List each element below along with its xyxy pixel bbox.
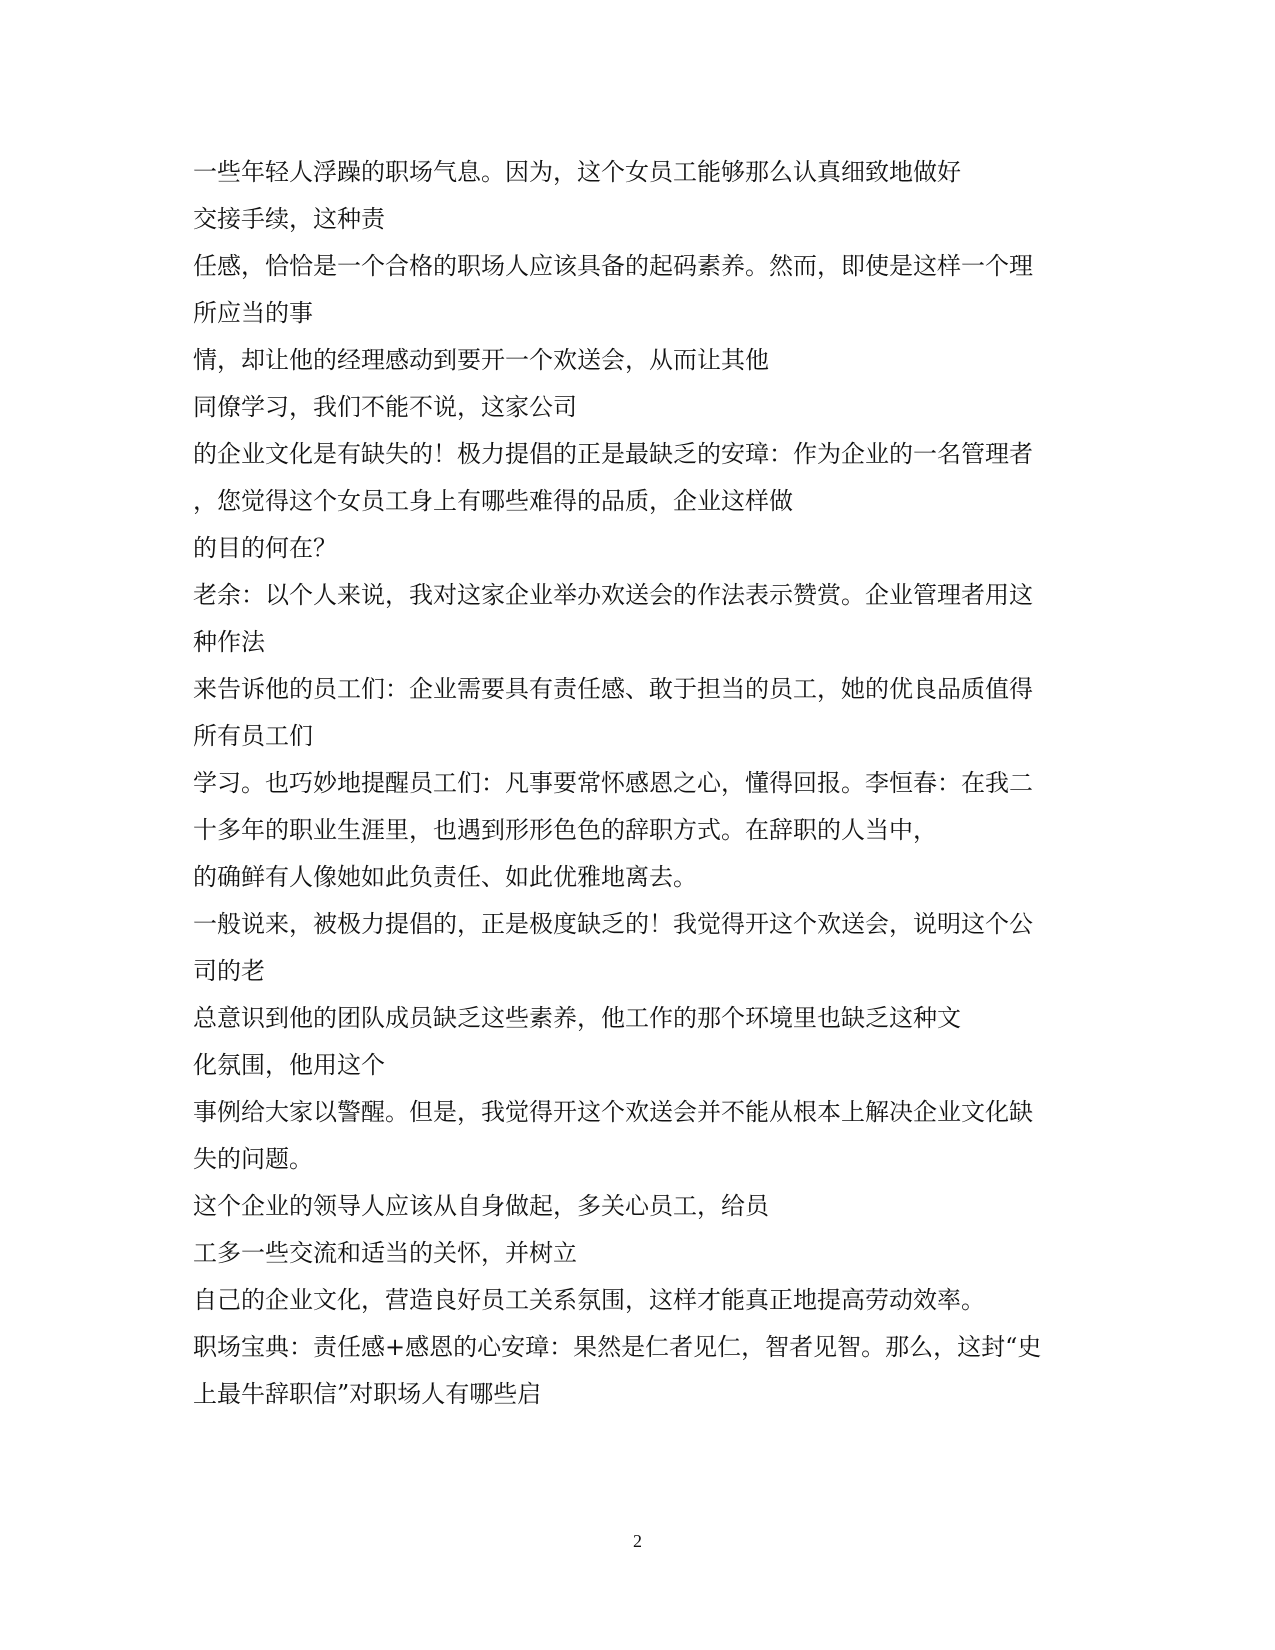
text-line: 所应当的事 bbox=[193, 299, 313, 327]
text-line: 种作法 bbox=[193, 628, 265, 656]
text-line: 十多年的职业生涯里，也遇到形形色色的辞职方式。在辞职的人当中， bbox=[193, 816, 937, 844]
page-number: 2 bbox=[633, 1531, 642, 1551]
text-line: 来告诉他的员工们：企业需要具有责任感、敢于担当的员工，她的优良品质值得 bbox=[193, 675, 1033, 703]
text-line: 化氛围，他用这个 bbox=[193, 1051, 385, 1079]
text-line: 司的老 bbox=[193, 957, 265, 985]
text-line: 学习。也巧妙地提醒员工们：凡事要常怀感恩之心，懂得回报。李恒春：在我二 bbox=[193, 769, 1033, 797]
text-line: 事例给大家以警醒。但是，我觉得开这个欢送会并不能从根本上解决企业文化缺 bbox=[193, 1098, 1033, 1126]
text-line: 总意识到他的团队成员缺乏这些素养，他工作的那个环境里也缺乏这种文 bbox=[193, 1004, 961, 1032]
text-line: 任感，恰恰是一个合格的职场人应该具备的起码素养。然而，即使是这样一个理 bbox=[193, 252, 1033, 280]
text-line: 工多一些交流和适当的关怀，并树立 bbox=[193, 1239, 577, 1267]
text-line: 老余：以个人来说，我对这家企业举办欢送会的作法表示赞赏。企业管理者用这 bbox=[193, 581, 1033, 609]
text-line: 失的问题。 bbox=[193, 1145, 313, 1173]
text-line: 的目的何在？ bbox=[193, 534, 337, 562]
text-line: 同僚学习，我们不能不说，这家公司 bbox=[193, 393, 577, 421]
text-line: 所有员工们 bbox=[193, 722, 313, 750]
text-line: 自己的企业文化，营造良好员工关系氛围，这样才能真正地提高劳动效率。 bbox=[193, 1286, 985, 1314]
text-line: 情，却让他的经理感动到要开一个欢送会，从而让其他 bbox=[193, 346, 769, 374]
text-line: 交接手续，这种责 bbox=[193, 205, 385, 233]
text-line: 一般说来，被极力提倡的，正是极度缺乏的！我觉得开这个欢送会，说明这个公 bbox=[193, 910, 1033, 938]
text-line: 这个企业的领导人应该从自身做起，多关心员工，给员 bbox=[193, 1192, 769, 1220]
text-line: 的确鲜有人像她如此负责任、如此优雅地离去。 bbox=[193, 863, 697, 891]
text-line: 上最牛辞职信”对职场人有哪些启 bbox=[193, 1380, 542, 1408]
text-line: 的企业文化是有缺失的！极力提倡的正是最缺乏的安璋：作为企业的一名管理者 bbox=[193, 440, 1033, 468]
text-line: 职场宝典：责任感+感恩的心安璋：果然是仁者见仁，智者见智。那么，这封“史 bbox=[193, 1333, 1042, 1361]
text-line: 一些年轻人浮躁的职场气息。因为，这个女员工能够那么认真细致地做好 bbox=[193, 158, 961, 186]
text-line: ，您觉得这个女员工身上有哪些难得的品质，企业这样做 bbox=[193, 487, 793, 515]
